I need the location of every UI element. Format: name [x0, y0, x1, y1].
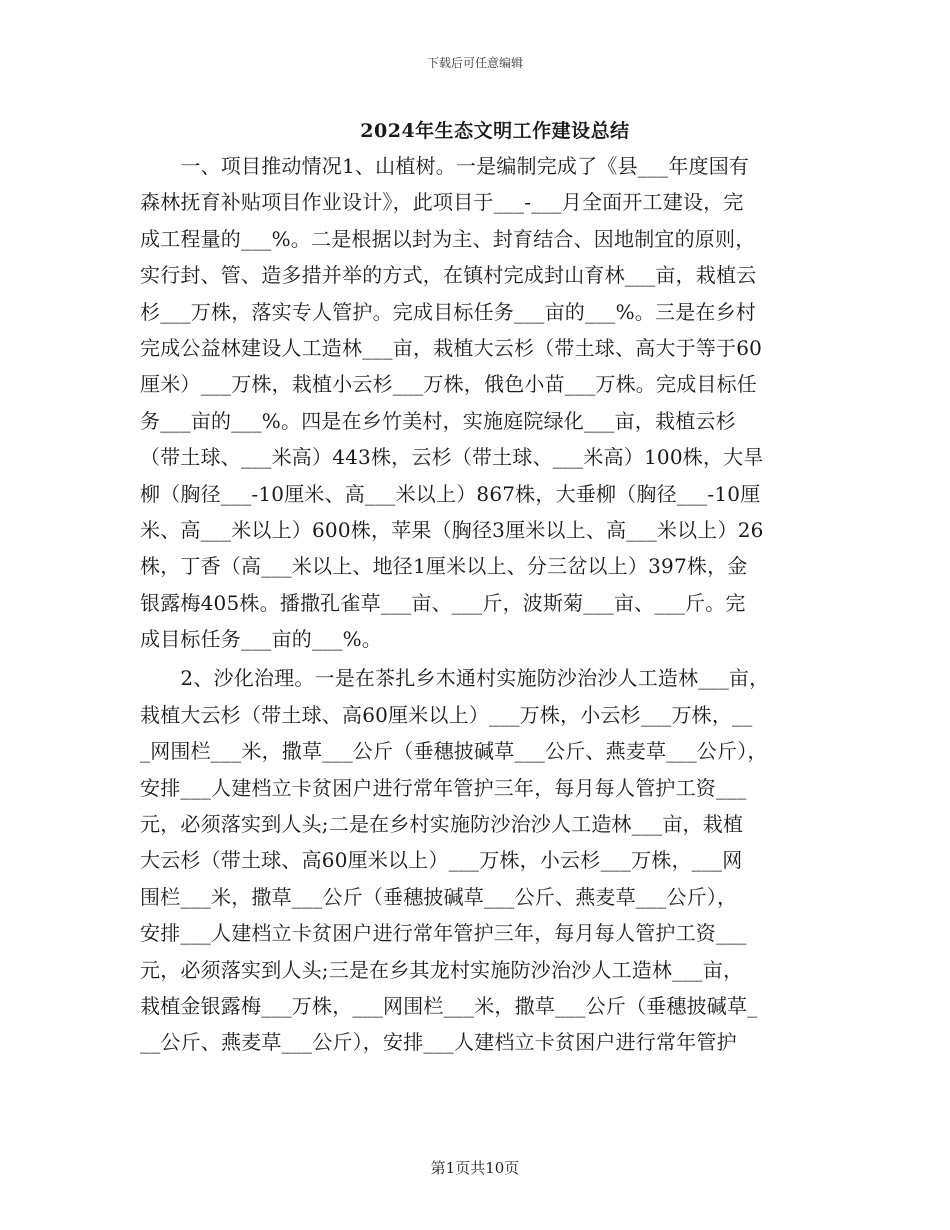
body-line: 株，丁香（高___米以上、地径1厘米以上、分三岔以上）397株，金	[140, 554, 748, 579]
body-line: 杉___万株，落实专人管护。完成目标任务___亩的___%。三是在乡村	[140, 299, 757, 324]
body-line: 实行封、管、造多措并举的方式，在镇村完成封山育林___亩，栽植云	[140, 263, 757, 288]
body-line: 柳（胸径___-10厘米、高___米以上）867株，大垂柳（胸径___-10厘	[140, 481, 761, 506]
body-line: 元，必须落实到人头;二是在乡村实施防沙治沙人工造林___亩，栽植	[140, 812, 744, 837]
page-number-footer: 第1页共10页	[430, 1159, 520, 1177]
body-line: 安排___人建档立卡贫困户进行常年管护三年，每月每人管护工资___	[140, 775, 747, 800]
body-line: 2、沙化治理。一是在茶扎乡木通村实施防沙治沙人工造林___亩，	[140, 666, 770, 691]
body-line: 米、高___米以上）600株，苹果（胸径3厘米以上、高___米以上）26	[140, 517, 764, 542]
body-line: __公斤、燕麦草___公斤），安排___人建档立卡贫困户进行常年管护	[140, 1030, 737, 1055]
body-line: 栽植大云杉（带土球、高60厘米以上）___万株，小云杉___万株，__	[140, 702, 753, 727]
document-title: 2024年生态文明工作建设总结	[360, 120, 630, 142]
body-line: 森林抚育补贴项目作业设计》，此项目于___-___月全面开工建设，完	[140, 190, 744, 215]
body-line: 务___亩的___%。四是在乡竹美村，实施庭院绿化___亩，栽植云杉	[140, 408, 736, 433]
body-line: 栽植金银露梅___万株，___网围栏___米，撒草___公斤（垂穗披碱草_	[140, 993, 758, 1018]
body-line: _网围栏___米，撒草___公斤（垂穗披碱草___公斤、燕麦草___公斤），	[140, 739, 768, 764]
body-line: （带土球、___米高）443株，云杉（带土球、___米高）100株，大旱	[140, 445, 764, 470]
body-line: 围栏___米，撒草___公斤（垂穗披碱草___公斤、燕麦草___公斤），	[140, 884, 738, 909]
header-note: 下载后可任意编辑	[426, 56, 523, 70]
body-line: 完成公益林建设人工造林___亩，栽植大云杉（带土球、高大于等于60	[140, 335, 763, 360]
body-line: 厘米）___万株，栽植小云杉___万株，俄色小苗___万株。完成目标任	[140, 372, 757, 397]
body-line: 安排___人建档立卡贫困户进行常年管护三年，每月每人管护工资___	[140, 921, 747, 946]
body-line: 元，必须落实到人头;三是在乡其龙村实施防沙治沙人工造林___亩，	[140, 957, 744, 982]
body-line: 一、项目推动情况1、山植树。一是编制完成了《县___年度国有	[140, 154, 750, 178]
document-body	[140, 148, 820, 1061]
body-line: 成工程量的___%。二是根据以封为主、封育结合、因地制宜的原则，	[140, 226, 756, 251]
body-line: 银露梅405株。播撒孔雀草___亩、___斤，波斯菊___亩、___斤。完	[140, 590, 746, 615]
body-line: 大云杉（带土球、高60厘米以上）___万株，小云杉___万株，___网	[140, 848, 743, 873]
body-line: 成目标任务___亩的___%。	[140, 627, 383, 652]
